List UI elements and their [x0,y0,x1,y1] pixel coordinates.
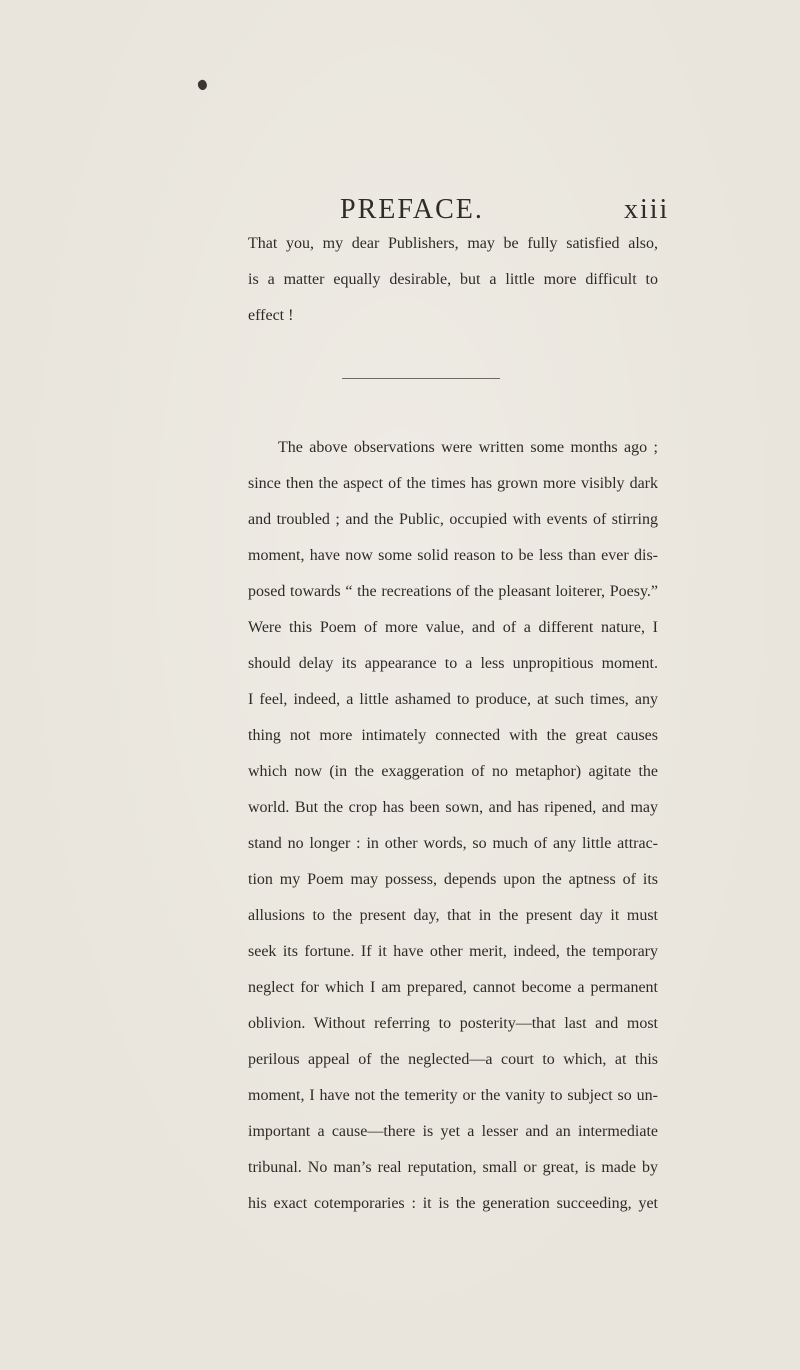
text-line: I feel, indeed, a little ashamed to produce, at such times, any [248,691,658,708]
running-head-title: PREFACE. [340,194,484,225]
text-line: thing not more intimately connected with the great causes [248,727,658,744]
text-line: stand no longer : in other words, so much of any little attrac- [248,835,658,852]
text-line: effect ! [248,307,294,324]
text-line: and troubled ; and the Public, occupied with events of stirring [248,511,658,528]
text-line: tribunal. No man’s real reputation, small or great, is made by [248,1159,658,1176]
text-line: moment, have now some solid reason to be less than ever dis- [248,547,658,564]
text-line: important a cause—there is yet a lesser and an intermediate [248,1123,658,1140]
text-line: Were this Poem of more value, and of a different nature, I [248,619,658,636]
text-line: his exact cotemporaries : it is the generation succeeding, yet [248,1195,658,1212]
text-line: allusions to the present day, that in the present day it must [248,907,658,924]
text-line: world. But the crop has been sown, and has ripened, and may [248,799,658,816]
text-line: moment, I have not the temerity or the vanity to subject so un- [248,1087,658,1104]
text-line: tion my Poem may possess, depends upon the aptness of its [248,871,658,888]
text-line: The above observations were written some months ago ; [278,439,658,456]
paragraph-observations [248,430,658,1222]
text-line: is a matter equally desirable, but a little more difficult to [248,271,658,288]
text-line: That you, my dear Publishers, may be fully satisfied also, [248,235,658,252]
text-line: oblivion. Without referring to posterity—that last and most [248,1015,658,1032]
ink-speck [196,78,209,91]
paragraph-publishers [248,226,658,334]
text-line: seek its fortune. If it have other merit, indeed, the temporary [248,943,658,960]
text-line: which now (in the exaggeration of no metaphor) agitate the [248,763,658,780]
page-number: xiii [624,194,670,225]
text-line: should delay its appearance to a less unpropitious moment. [248,655,658,672]
text-line: since then the aspect of the times has grown more visibly dark [248,475,658,492]
text-line: posed towards “ the recreations of the pleasant loiterer, Poesy.” [248,583,658,600]
section-divider [342,378,500,379]
text-line: perilous appeal of the neglected—a court to which, at this [248,1051,658,1068]
text-line: neglect for which I am prepared, cannot become a permanent [248,979,658,996]
